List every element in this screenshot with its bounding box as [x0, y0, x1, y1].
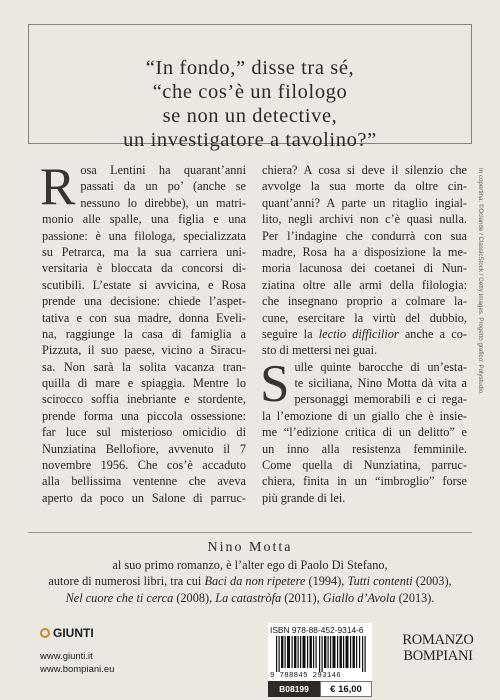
section-divider [28, 532, 472, 533]
book-title: La catastròfa [215, 590, 282, 605]
quote-line: “che cos’è un filologo [152, 81, 348, 103]
text-line: quilla di mare e spiaggia. Mentre lo [42, 376, 246, 391]
text-line: versitaria è bloccata da concorsi di- [42, 261, 246, 276]
text-line: più grande di lei. [262, 490, 346, 505]
text-line: Per l’indagine che condurrà con sua [262, 228, 467, 243]
text-line: Nunziatina Bellofiore, avvenuto il 7 [42, 441, 246, 456]
text-line: aperto da poco un Salone di parruc- [42, 490, 246, 505]
text-line: moria lacunosa dei coetanei di Nun- [262, 261, 467, 276]
text-line: madre, Rosa ha a disposizione la me- [262, 244, 467, 259]
text-line: osa Lentini ha quarant’anni [80, 163, 246, 177]
text-line: te siciliana, Nino Motta dà vita a [294, 376, 467, 391]
drop-cap: S [260, 354, 290, 413]
product-code: B08199 [268, 681, 320, 697]
text-line: Come quella di Nunziatina, parruc- [262, 458, 467, 473]
text-fragment: autore di numerosi libri, tra cui [48, 574, 202, 589]
book-title: Nel cuore che ti cerca [65, 590, 174, 605]
quote-line: un investigatore a tavolino?” [123, 129, 377, 151]
text-line: cune, esercitare la virtù del dubbio, [262, 310, 467, 325]
quote-line: “In fondo,” disse tra sé, [145, 57, 355, 79]
price-label: € 16,00 [320, 681, 372, 697]
giunti-logo-text: GIUNTI [53, 626, 94, 640]
text-line: sto di mettersi nei guai. [262, 343, 378, 358]
text-line: sa. Non sarà la solita vacanza tran- [42, 359, 246, 374]
text-line [262, 326, 467, 342]
text-line: ulle quinte barocche di un’esta- [294, 359, 467, 374]
author-name: Nino Motta [207, 540, 293, 555]
giunti-logo [40, 626, 94, 640]
series-line: BOMPIANI [403, 648, 473, 664]
text-line: far luce sul misterioso omicidio di [42, 425, 246, 440]
text-line: avvolge la sua morte da oltre cin- [262, 179, 467, 194]
text-line: scutibili. L’estate si avvicina, e Rosa [42, 277, 246, 292]
text-fragment: (1994), [308, 574, 345, 589]
book-title: Tutti contenti [347, 574, 413, 589]
text-line: tativa e con sua madre, donna Eveli- [42, 310, 246, 325]
text-fragment: (2011), [284, 590, 320, 605]
publisher-urls [40, 650, 114, 676]
text-fragment: seguire la [262, 326, 313, 341]
text-line: prende forma una piccola ossessione: [42, 408, 246, 423]
bio-line: al suo primo romanzo, è l’alter ego di Paolo Di Stefano, [112, 558, 388, 572]
series-line: ROMANZO [402, 632, 474, 648]
quote-line: se non un detective, [162, 105, 338, 127]
bio-line [0, 573, 500, 589]
text-line: prende una decisione: chiede l’aspet- [42, 294, 246, 309]
back-cover-quote [28, 56, 472, 152]
text-line: chiera, finita in un “imbroglio” forse [262, 474, 467, 489]
giunti-ring-icon [40, 628, 50, 638]
text-fragment: (2003), [415, 574, 452, 589]
text-line: me “l’edizione critica di un delitto” e [262, 425, 467, 440]
bio-line [0, 590, 500, 606]
text-line: monio alle spalle, una figlia e una [42, 212, 246, 227]
barcode-bars [276, 636, 368, 672]
text-fragment: (2013). [398, 590, 435, 605]
blurb-left-column [40, 158, 246, 506]
text-line: lito, negli archivi non c’è quasi nulla. [262, 212, 467, 227]
book-title: Giallo d’Avola [322, 590, 396, 605]
book-title: Baci da non ripetere [204, 574, 306, 589]
isbn-label: ISBN 978-88-452-9314-6 [270, 625, 364, 635]
photo-credit-text: In copertina: ©Oclande / ClassicStock / Getty Images. Progetto grafico: Polystudio. [477, 168, 484, 395]
text-fragment: anche a co- [404, 326, 468, 341]
text-line: quant’anni? A parte un ritaglio ingial- [262, 195, 467, 210]
text-fragment: (2008), [176, 590, 213, 605]
italic-term: lectio difficilior [318, 326, 399, 341]
text-line: ziatina oltre alle armi della filologia: [262, 277, 467, 292]
author-bio [0, 557, 500, 606]
photo-credit [474, 168, 486, 568]
publisher-url-link[interactable]: www.bompiani.eu [40, 664, 115, 675]
text-line: Pizzuta, il suo paese, vicino a Siracu- [42, 343, 246, 358]
text-line: chiera? A cosa si deve il silenzio che [262, 163, 467, 177]
blurb-right-column [262, 162, 467, 506]
drop-cap: R [40, 158, 76, 216]
text-line: la l’emozione di un giallo che è insie- [262, 408, 467, 423]
text-line: alla bellissima ventenne che aveva [42, 474, 246, 489]
text-line: personaggi memorabili e ci rega- [294, 392, 467, 407]
text-line: che insegnano proprio a colmare la- [262, 294, 467, 309]
text-line: novembre 1956. Che cos’è accaduto [42, 458, 246, 473]
text-line: na, raggiunge la casa di famiglia a [42, 326, 246, 341]
series-logo [388, 632, 488, 664]
text-line: passione: è una filologa, specializzata [42, 228, 246, 243]
text-line: nessuno lo direbbe), un matri- [80, 195, 246, 210]
ean-digits: 9 788845 293146 [270, 672, 342, 680]
text-line: su Petrarca, ma la sua carriera uni- [42, 244, 246, 259]
publisher-url-link[interactable]: www.giunti.it [40, 651, 93, 662]
text-line: scirocco soffia inebriante e stordente, [42, 392, 246, 407]
text-line: un inno alla resistenza femminile. [262, 441, 467, 456]
text-line: passati da un po’ (anche se [80, 179, 246, 194]
